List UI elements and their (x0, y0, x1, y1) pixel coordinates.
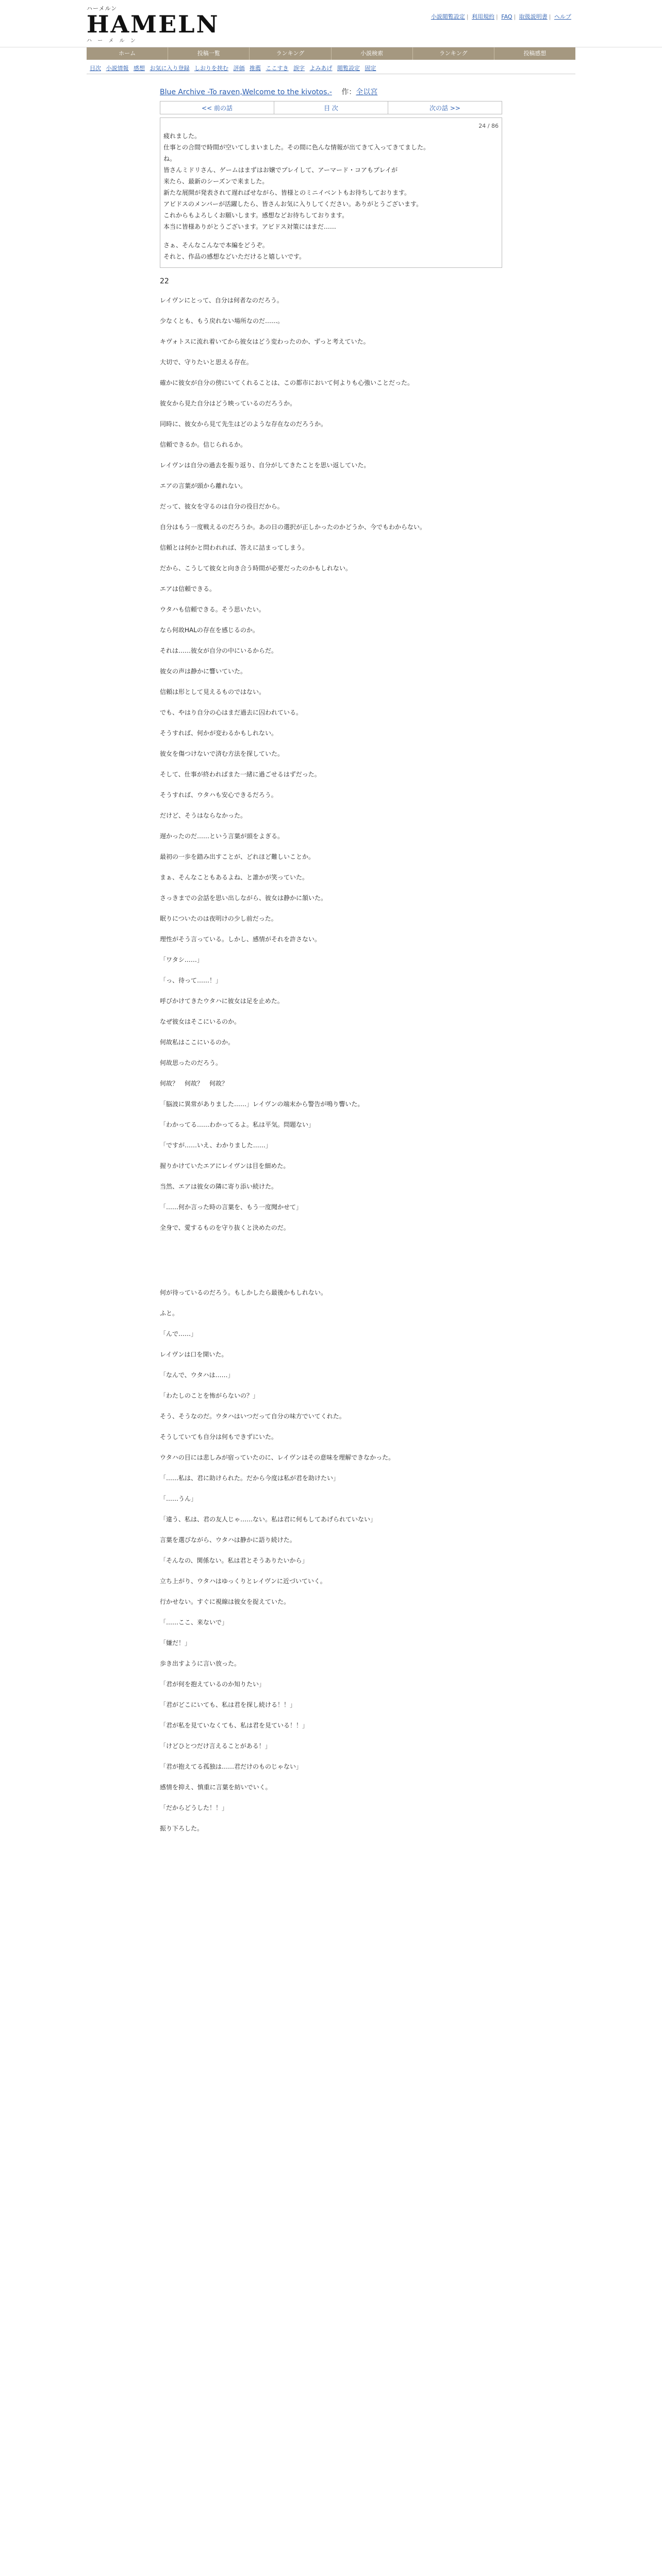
story-paragraph: 「君が私を見ていなくても、私は君を見ている！！」 (160, 1722, 309, 1729)
story-paragraph: 「違う、私は、君の友人じゃ……ない。私は君に何もしてあげられていない」 (160, 1516, 377, 1523)
top-link-manual[interactable]: 取扱説明書 (519, 13, 548, 20)
story-paragraph: でも、やはり自分の心はまだ過去に囚われている。 (160, 709, 303, 716)
top-link-reader-settings[interactable]: 小説閲覧設定 (431, 13, 465, 20)
story-paragraph: さっきまでの会話を思い出しながら、彼女は静かに頷いた。 (160, 894, 327, 902)
preface-line: これからもよろしくお願いします。感想などお待ちしております。 (163, 212, 349, 219)
story-paragraph: 「……うん」 (160, 1495, 197, 1502)
story-paragraph: だけど、そうはならなかった。 (160, 812, 247, 819)
preface-line: ね。 (163, 155, 176, 162)
story-paragraph: 言葉を選びながら、ウタハは静かに語り続けた。 (160, 1536, 296, 1544)
subnav-kokosuki[interactable]: ここすき (266, 65, 289, 72)
story-paragraph: 「んで……」 (160, 1330, 197, 1337)
story-paragraph: 振り下ろした。 (160, 1825, 204, 1832)
preface-line: 新たな展開が発表されて遅ればせながら、皆様とのミニイベントもお待ちしております。 (163, 189, 411, 196)
story-paragraph: 「……ここ、来ないで」 (160, 1619, 228, 1626)
preface-line: 疲れました。 (163, 132, 201, 140)
story-paragraph: 「けどひとつだけ言えることがある！」 (160, 1742, 271, 1750)
story-paragraph: 彼女を傷つけないで済む方法を探していた。 (160, 750, 284, 757)
story-paragraph: 何故思ったのだろう。 (160, 1059, 222, 1066)
story-paragraph: 同時に、彼女から見て先生はどのような存在なのだろうか。 (160, 420, 327, 428)
subnav-toc[interactable]: 目次 (90, 65, 101, 72)
story-paragraph: 立ち上がり、ウタハはゆっくりとレイヴンに近づいていく。 (160, 1578, 326, 1585)
story-paragraph: 「……私は、君に助けられた。だから今度は私が君を助けたい」 (160, 1475, 340, 1482)
subnav-info[interactable]: 小説情報 (106, 65, 129, 72)
nav-search[interactable]: 小説検索 (332, 47, 413, 60)
story-paragraph: 自分はもう一度戦えるのだろうか。あの日の選択が正しかったのかどうか、今でもわからない。 (160, 523, 426, 531)
preface-line: 皆さんミドリさん、ゲームはまずはお嬢でプレイして、アーマード・コアもプレイが (163, 166, 398, 174)
story-paragraph: 確かに彼女が自分の傍にいてくれることは、この都市において何よりも心強いことだった。 (160, 379, 414, 386)
author-label: 作： (341, 88, 356, 96)
story-paragraph: そして、仕事が終わればまた一緒に過ごせるはずだった。 (160, 771, 321, 778)
nav-home[interactable]: ホーム (87, 47, 168, 60)
story-paragraph: 「そんなの、関係ない。私は君とそうありたいから」 (160, 1557, 308, 1564)
story-paragraph: 「君が何を抱えているのか知りたい」 (160, 1681, 266, 1688)
nav-ranking[interactable]: ランキング (250, 47, 331, 60)
subnav-recommend[interactable]: 推薦 (250, 65, 261, 72)
story-paragraph: 何故私はここにいるのか。 (160, 1039, 235, 1046)
subnav-reviews[interactable]: 感想 (134, 65, 145, 72)
site-header (0, 0, 662, 47)
story-paragraph: 信頼とは何かと問われれば、答えに詰まってしまう。 (160, 544, 309, 551)
author-link[interactable]: 全以宮 (356, 88, 378, 96)
story-title-row (160, 87, 502, 97)
prev-chapter-link[interactable]: << 前の話 (160, 101, 274, 114)
story-paragraph: 「わたしのことを怖がらないの？」 (160, 1392, 259, 1399)
top-link-faq[interactable]: FAQ (501, 13, 512, 20)
story-paragraph: ウタハの目には悲しみが宿っていたのに、レイヴンはその意味を理解できなかった。 (160, 1454, 395, 1461)
story-paragraph: 「嫌だ！」 (160, 1639, 191, 1647)
story-paragraph: ふと。 (160, 1310, 179, 1317)
story-paragraph: そうしていても自分は何もできずにいた。 (160, 1433, 278, 1440)
preface-lines (163, 130, 499, 232)
story-paragraph: だって、彼女を守るのは自分の役目だから。 (160, 503, 284, 510)
chapter-pager (160, 101, 502, 114)
chapter-body (160, 295, 502, 1834)
story-title-link[interactable]: Blue Archive -To raven,Welcome to the kivotos.- (160, 88, 332, 96)
story-paragraph: レイヴンにとって、自分は何者なのだろう。 (160, 297, 283, 304)
subnav-bookmark[interactable]: しおりを挟む (194, 65, 228, 72)
main-nav (87, 47, 575, 60)
story-paragraph: 最初の一歩を踏み出すことが、どれほど難しいことか。 (160, 853, 315, 860)
story-paragraph: ウタハも信頼できる。そう思いたい。 (160, 606, 265, 613)
story-paragraph: そう、そうなのだ。ウタハはいつだって自分の味方でいてくれた。 (160, 1413, 345, 1420)
story-paragraph: 「わかってる……わかってるよ。私は平気。問題ない」 (160, 1121, 315, 1128)
story-paragraph: そうすれば、何かが変わるかもしれない。 (160, 730, 278, 737)
story-paragraph: 全身で、愛するものを守り抜くと決めたのだ。 (160, 1224, 290, 1231)
story-paragraph: 感情を抑え、慎重に言葉を紡いでいく。 (160, 1784, 272, 1791)
story-paragraph: まぁ、そんなこともあるよね、と誰かが笑っていた。 (160, 874, 309, 881)
story-paragraph: 信頼は形として見えるものではない。 (160, 688, 266, 696)
story-paragraph: そうすれば、ウタハも安心できるだろう。 (160, 791, 277, 799)
story-paragraph: 「君がどこにいても、私は君を探し続ける！！」 (160, 1701, 296, 1708)
story-paragraph: 大切で、守りたいと思える存在。 (160, 359, 253, 366)
story-paragraph: 彼女の声は静かに響いていた。 (160, 668, 247, 675)
story-paragraph: 少なくとも、もう戻れない場所なのだ……。 (160, 317, 284, 325)
story-paragraph: それは……彼女が自分の中にいるからだ。 (160, 647, 278, 654)
story-paragraph: 遅かったのだ……という言葉が頭をよぎる。 (160, 833, 284, 840)
preface-closing (163, 240, 499, 262)
story-paragraph: 彼女から見た自分はどう映っているのだろうか。 (160, 400, 296, 407)
story-paragraph: 理性がそう言っている。しかし、感情がそれを許さない。 (160, 936, 321, 943)
nav-submit-review[interactable]: 投稿感想 (523, 50, 547, 57)
logo-wordmark: HAMELN (87, 10, 220, 38)
top-link-terms[interactable]: 利用規約 (472, 13, 495, 20)
preface-line: さぁ、そんなこんなで本編をどうぞ。 (163, 242, 269, 249)
story-paragraph: 「ですが……いえ、わかりました……」 (160, 1142, 272, 1149)
preface-line: アビドスのメンバーが活躍したら、皆さんお気に入りしてください。ありがとうございます。 (163, 200, 423, 208)
subnav-typo[interactable]: 誤字 (293, 65, 305, 72)
next-chapter-link[interactable]: 次の話 >> (429, 105, 460, 112)
story-content (160, 87, 502, 1843)
story-paragraph: なぜ彼女はそこにいるのか。 (160, 1018, 241, 1025)
preface-line: 仕事との合間で時間が空いてしまいました。その間に色んな情報が出てきて入ってきてました。 (163, 144, 430, 151)
story-paragraph: 当然、エアは彼女の隣に寄り添い続けた。 (160, 1183, 278, 1190)
story-paragraph: 歩き出すように言い放った。 (160, 1660, 241, 1667)
story-paragraph: 「ワタシ……」 (160, 956, 203, 963)
story-paragraph: なら何故HALの存在を感じるのか。 (160, 626, 259, 634)
subnav-read-aloud[interactable]: よみあげ (309, 65, 333, 72)
story-paragraph: エアは信頼できる。 (160, 585, 216, 592)
paragraph-spacer (160, 1243, 502, 1287)
nav-ranking-2[interactable]: ランキング (413, 47, 494, 60)
story-paragraph: 信頼できるか。信じられるか。 (160, 441, 247, 448)
author-preface (160, 117, 502, 268)
chapter-number: 22 (160, 277, 169, 285)
story-paragraph: エアの言葉が頭から離れない。 (160, 482, 247, 489)
logo-subtitle: ハ ー メ ル ン (87, 38, 138, 44)
toc-link[interactable]: 目 次 (274, 101, 388, 114)
story-paragraph: 呼びかけてきたウタハに彼女は足を止めた。 (160, 997, 284, 1005)
story-paragraph: 眠りについたのは夜明けの少し前だった。 (160, 915, 277, 922)
story-paragraph: 「なんで、ウタハは……」 (160, 1371, 234, 1379)
top-link-help[interactable]: ヘルプ (554, 13, 571, 20)
preface-line: 本当に皆様ありがとうございます。アビドス対策にはまだ…… (163, 223, 336, 230)
story-paragraph: 行かせない。すぐに視線は彼女を捉えていた。 (160, 1598, 290, 1605)
story-paragraph: 「……何か言った時の言葉を、もう一度聞かせて」 (160, 1204, 303, 1211)
preface-line: それと、作品の感想などいただけると嬉しいです。 (163, 253, 306, 260)
subnav-rate[interactable]: 評価 (233, 65, 245, 72)
story-paragraph: レイヴンは口を開いた。 (160, 1351, 228, 1358)
story-paragraph: 「っ、待って……！」 (160, 977, 222, 984)
story-paragraph: 何故？ 何故？ 何故？ (160, 1080, 228, 1087)
story-sub-nav (87, 63, 575, 74)
story-paragraph: レイヴンは自分の過去を振り返り、自分がしてきたことを思い返していた。 (160, 462, 370, 469)
story-paragraph: キヴォトスに流れ着いてから彼女はどう変わったのか、ずっと考えていた。 (160, 338, 370, 345)
story-paragraph: 「脳波に異常がありました……」レイヴンの端末から警告が鳴り響いた。 (160, 1100, 364, 1108)
story-paragraph: 「君が抱えてる孤独は……君だけのものじゃない」 (160, 1763, 303, 1770)
page-count: 24 / 86 (478, 123, 499, 129)
subnav-view-settings[interactable]: 閲覧設定 (337, 65, 360, 72)
preface-line: 来たら、最新のシーズンで来ました。 (163, 178, 269, 185)
story-paragraph: だから、こうして彼女と向き合う時間が必要だったのかもしれない。 (160, 565, 352, 572)
story-paragraph: 握りかけていたエアにレイヴンは目を細めた。 (160, 1162, 290, 1170)
nav-posts[interactable]: 投稿一覧 (168, 47, 250, 60)
site-logo[interactable] (87, 4, 220, 44)
subnav-pin[interactable]: 固定 (365, 65, 376, 72)
subnav-favorite[interactable]: お気に入り登録 (150, 65, 190, 72)
story-paragraph: 何が待っているのだろう。もしかしたら最後かもしれない。 (160, 1289, 327, 1296)
story-paragraph: 「だからどうした！！」 (160, 1804, 228, 1811)
logo-tagline: ハーメルン (87, 5, 118, 12)
top-links: 小説閲覧設定 | 利用規約 | FAQ | 取扱説明書 | ヘルプ (431, 13, 571, 20)
